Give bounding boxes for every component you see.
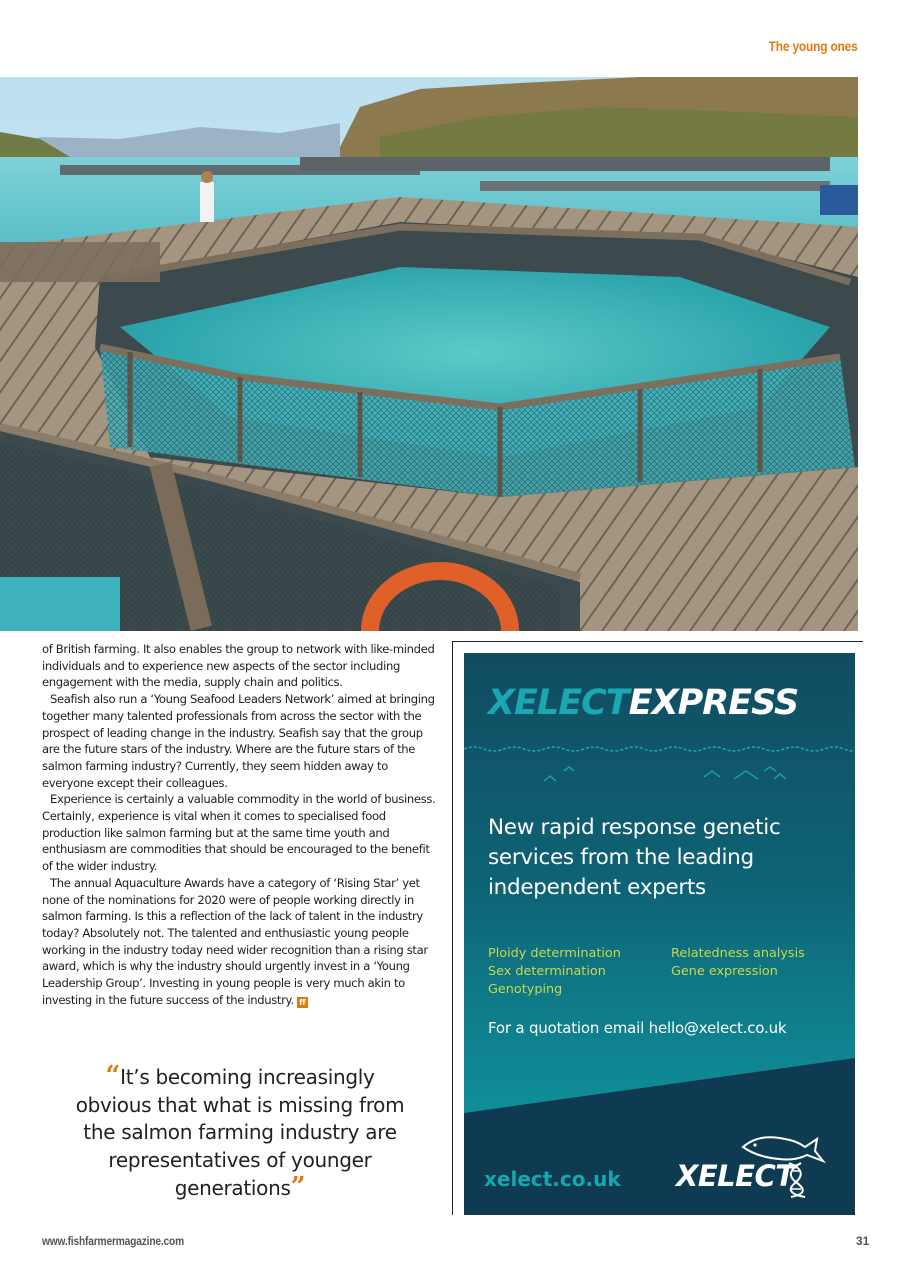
ad-services-right bbox=[671, 945, 805, 981]
service-item: Gene expression bbox=[671, 964, 778, 979]
service-item: Ploidy determination bbox=[488, 946, 621, 961]
ad-border-left bbox=[452, 641, 453, 1215]
article-paragraph: of British farming. It also enables the group to network with like-minded individuals and to experience new aspects of the sector including engagement with the media, supply chain and politics. bbox=[42, 642, 435, 690]
article-paragraph-text: The annual Aquaculture Awards have a category of ‘Rising Star’ yet none of the nominations for 2020 were of people working directly in salmon farming. Is this a reflection of the lack of talent in the industry today? Absolutely not. The talented and enthusiastic young people working in the industry today need wider recognition than a rising star award, which is why the industry should urgently invest in a ‘Young Leadership Group’. Investing in young people is very much akin to investing in the future success of the industry. bbox=[42, 875, 428, 1007]
xelect-brand-logo: XELECT bbox=[676, 1159, 795, 1193]
pull-quote-text: It’s becoming increasingly obvious that what is missing from the salmon farming industry are representatives of younger generations bbox=[75, 1065, 405, 1200]
service-item: Sex determination bbox=[488, 964, 606, 979]
service-item: Relatedness analysis bbox=[671, 946, 805, 961]
ad-border-top bbox=[452, 641, 863, 642]
article-paragraph bbox=[42, 875, 442, 1009]
open-quote-icon: “ bbox=[105, 1061, 121, 1091]
xelect-advertisement[interactable] bbox=[464, 653, 855, 1215]
article-paragraph: Experience is certainly a valuable commodity in the world of business. Certainly, experience is vital when it comes to specialised food production like salmon farming but at the same time youth and enthusiasm are commodities that should be encouraged to the benefit of the wider industry. bbox=[42, 792, 436, 874]
end-of-article-icon: ff bbox=[297, 997, 308, 1008]
page-number: 31 bbox=[856, 1234, 870, 1248]
section-title: The young ones bbox=[769, 38, 858, 54]
ad-website-link[interactable]: xelect.co.uk bbox=[484, 1167, 621, 1191]
article-paragraph: Seafish also run a ‘Young Seafood Leaders Network’ aimed at bringing together many talented professionals from across the sector with the prospect of leading change in the industry. Seafish say that the group are the future stars of the industry. Where are the future stars of the salmon farming industry? Currently, they seem hidden away to everyone except their colleagues. bbox=[42, 692, 435, 790]
close-quote-icon: ” bbox=[290, 1172, 306, 1202]
pull-quote bbox=[70, 1063, 410, 1203]
ad-headline: New rapid response genetic services from the leading independent experts bbox=[488, 815, 781, 900]
article-body bbox=[42, 641, 442, 1008]
quotation-email-line[interactable]: For a quotation email hello@xelect.co.uk bbox=[488, 1019, 787, 1037]
xelect-express-logo: XELECTEXPRESS bbox=[488, 683, 799, 723]
service-item: Genotyping bbox=[488, 982, 563, 997]
fish-farm-photo bbox=[0, 77, 858, 631]
footer-website[interactable]: www.fishfarmermagazine.com bbox=[42, 1234, 185, 1248]
ad-services-left bbox=[488, 945, 621, 999]
